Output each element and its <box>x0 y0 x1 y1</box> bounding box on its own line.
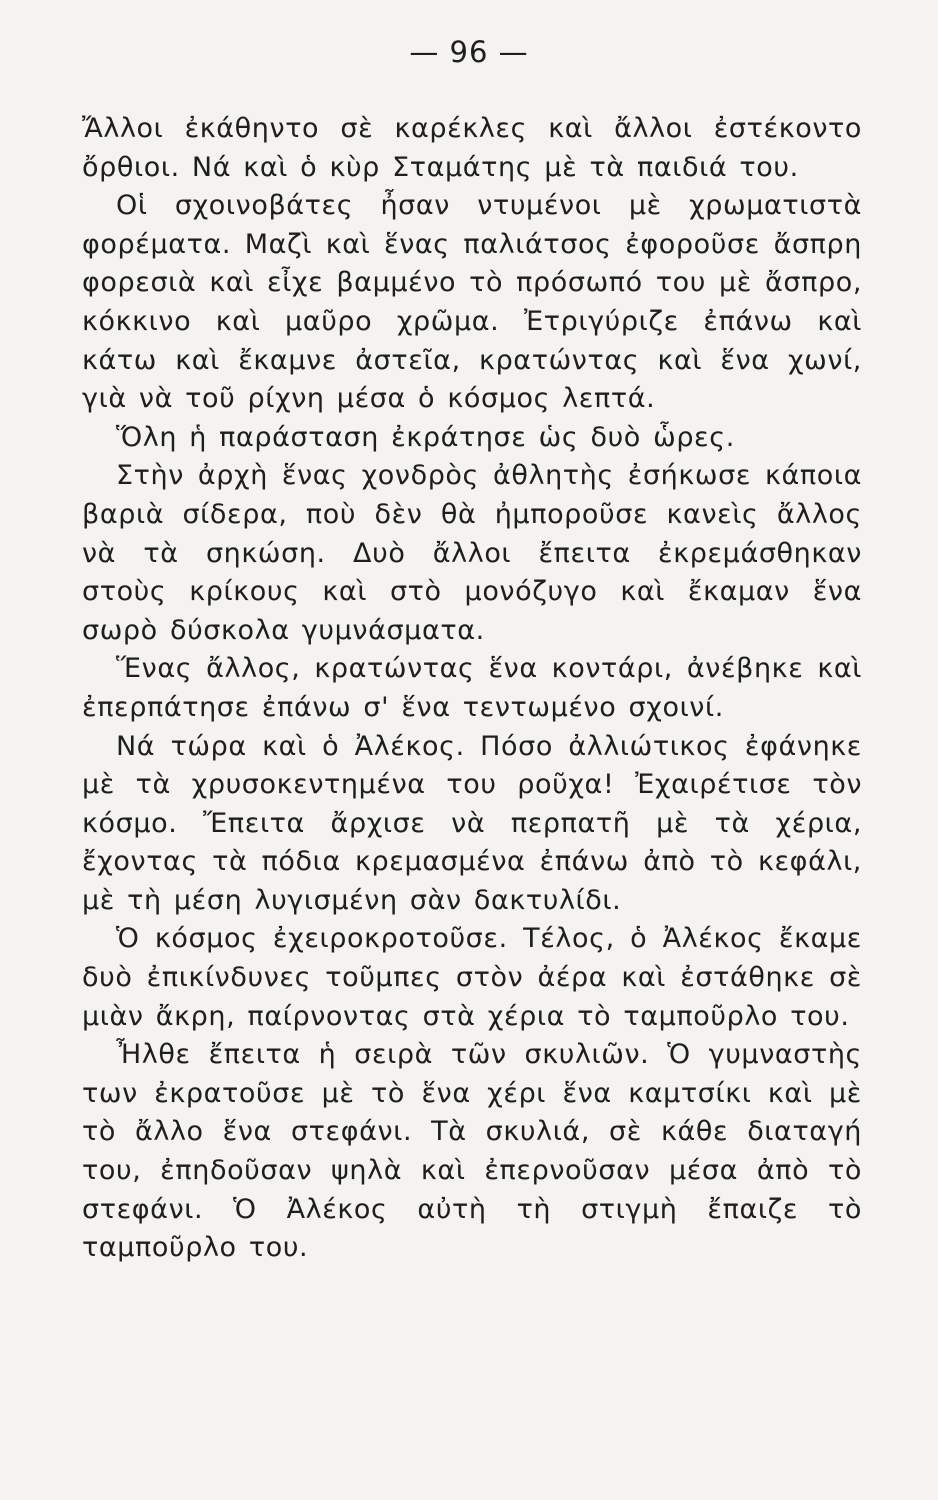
paragraph: Στὴν ἀρχὴ ἕνας χονδρὸς ἀθλητὴς ἐσήκωσε κάποια βαριὰ σίδερα, ποὺ δὲν θὰ ἠμποροῦσε κανεὶς ἄλλος νὰ τὰ σηκώση. Δυὸ ἄλλοι ἔπειτα ἐκρεμάσθηκαν στοὺς κρίκους καὶ στὸ μονόζυγο καὶ ἔκαμαν ἕνα σωρὸ δύσκολα γυμνάσματα. <box>82 460 862 646</box>
paragraph: Ἄλλοι ἐκάθηντο σὲ καρέκλες καὶ ἄλλοι ἐστέκοντο ὄρθιοι. Νά καὶ ὁ κὺρ Σταμάτης μὲ τὰ παιδιά του. <box>82 113 862 183</box>
paragraph: Ὅλη ἡ παράσταση ἐκράτησε ὡς δυὸ ὧρες. <box>116 421 735 453</box>
paragraph: Ἦλθε ἔπειτα ἡ σειρὰ τῶν σκυλιῶν. Ὁ γυμναστὴς των ἐκρατοῦσε μὲ τὸ ἕνα χέρι ἕνα καμτσίκι καὶ μὲ τὸ ἄλλο ἕνα στεφάνι. Τὰ σκυλιά, σὲ κάθε διαταγή του, ἐπηδοῦσαν ψηλὰ καὶ ἐπερνοῦσαν μέσα ἀπὸ τὸ στεφάνι. Ὁ Ἀλέκος αὐτὴ τὴ στιγμὴ ἔπαιζε τὸ ταμποῦρλο του. <box>82 1039 862 1264</box>
paragraph: Ὁ κόσμος ἐχειροκροτοῦσε. Τέλος, ὁ Ἀλέκος ἔκαμε δυὸ ἐπικίνδυνες τοῦμπες στὸν ἀέρα καὶ ἐστάθηκε σὲ μιὰν ἄκρη, παίρνοντας στὰ χέρια τὸ ταμποῦρλο του. <box>82 923 862 1032</box>
paragraph: Οἱ σχοινοβάτες ἦσαν ντυμένοι μὲ χρωματιστὰ φορέματα. Μαζὶ καὶ ἕνας παλιάτσος ἐφοροῦσε ἄσπρη φορεσιὰ καὶ εἶχε βαμμένο τὸ πρόσωπό του μὲ ἄσπρο, κόκκινο καὶ μαῦρο χρῶμα. Ἐτριγύριζε ἐπάνω καὶ κάτω καὶ ἔκαμνε ἀστεῖα, κρατώντας καὶ ἕνα χωνί, γιὰ νὰ τοῦ ρίχνη μέσα ὁ κόσμος λεπτά. <box>82 190 862 415</box>
page-number: — 96 — <box>409 35 529 69</box>
paragraph: Ἕνας ἄλλος, κρατώντας ἕνα κοντάρι, ἀνέβηκε καὶ ἐπερπάτησε ἐπάνω σ' ἕνα τεντωμένο σχοινί. <box>82 653 862 723</box>
paragraph: Νά τώρα καὶ ὁ Ἀλέκος. Πόσο ἀλλιώτικος ἐφάνηκε μὲ τὰ χρυσοκεντημένα του ροῦχα! Ἐχαιρέτισε τὸν κόσμο. Ἔπειτα ἄρχισε νὰ περπατῆ μὲ τὰ χέρια, ἔχοντας τὰ πόδια κρεμασμένα ἐπάνω ἀπὸ τὸ κεφάλι, μὲ τὴ μέση λυγισμένη σὰν δακτυλίδι. <box>82 730 862 916</box>
page-body <box>82 110 862 1268</box>
